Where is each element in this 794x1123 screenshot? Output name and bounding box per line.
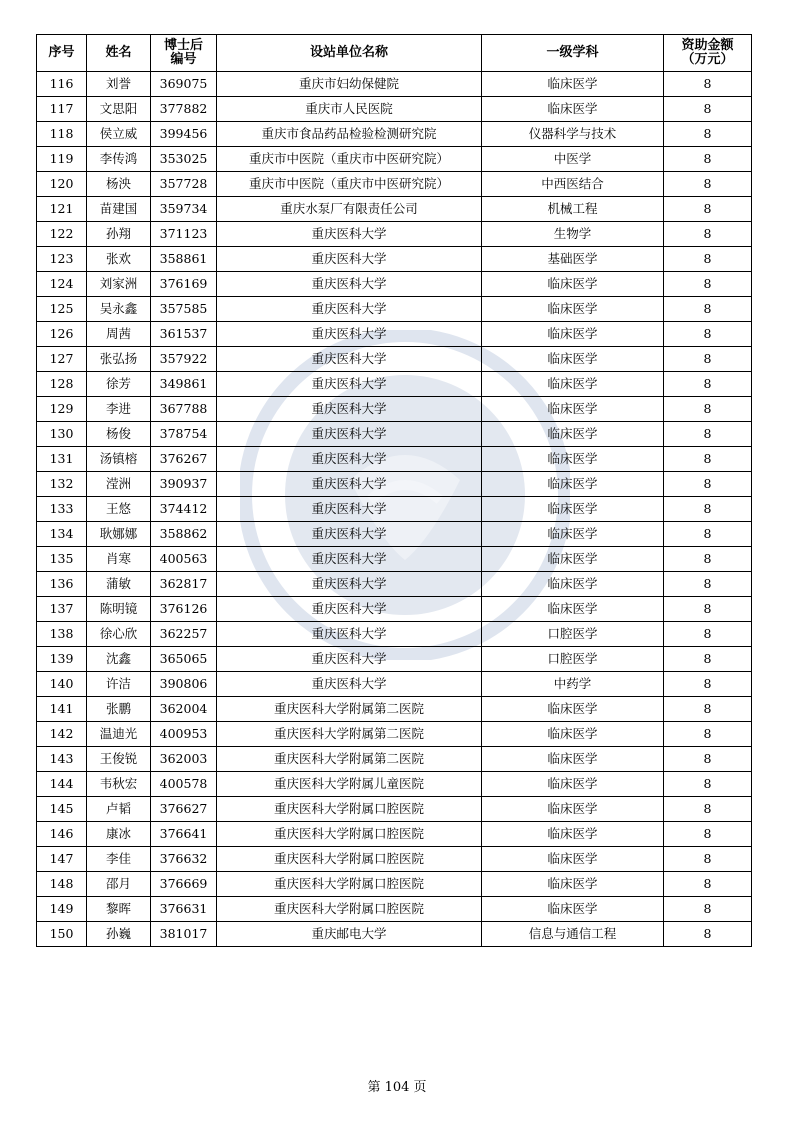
page-number: 第 104 页 [367,1080,427,1095]
row-name: 肖寒 [87,547,151,572]
row-discipline: 临床医学 [482,572,664,597]
row-postdoc-id: 376641 [151,822,217,847]
row-discipline: 临床医学 [482,72,664,97]
table-row [37,447,752,472]
row-institution: 重庆医科大学 [217,547,482,572]
row-amount: 8 [664,597,752,622]
row-name: 张弘扬 [87,347,151,372]
row-institution: 重庆医科大学附属口腔医院 [217,797,482,822]
row-index: 139 [37,647,87,672]
header-postdoc-id: 博士后编号 [151,35,217,72]
row-discipline: 临床医学 [482,97,664,122]
row-discipline: 临床医学 [482,422,664,447]
table-row [37,772,752,797]
table-row [37,122,752,147]
row-name: 吴永鑫 [87,297,151,322]
row-name: 卢韬 [87,797,151,822]
row-institution: 重庆医科大学 [217,347,482,372]
row-institution: 重庆市中医院（重庆市中医研究院） [217,172,482,197]
row-index: 133 [37,497,87,522]
row-discipline: 机械工程 [482,197,664,222]
row-amount: 8 [664,647,752,672]
table-row [37,147,752,172]
table-row [37,397,752,422]
row-name: 韦秋宏 [87,772,151,797]
row-name: 周茜 [87,322,151,347]
row-postdoc-id: 376631 [151,897,217,922]
row-discipline: 临床医学 [482,397,664,422]
row-name: 杨泱 [87,172,151,197]
row-postdoc-id: 390806 [151,672,217,697]
row-amount: 8 [664,847,752,872]
row-postdoc-id: 353025 [151,147,217,172]
row-institution: 重庆医科大学 [217,322,482,347]
row-amount: 8 [664,497,752,522]
table-row [37,647,752,672]
table-row [37,497,752,522]
row-discipline: 临床医学 [482,722,664,747]
row-postdoc-id: 349861 [151,372,217,397]
row-index: 149 [37,897,87,922]
row-discipline: 临床医学 [482,697,664,722]
row-name: 侯立威 [87,122,151,147]
row-postdoc-id: 378754 [151,422,217,447]
row-index: 138 [37,622,87,647]
row-discipline: 临床医学 [482,372,664,397]
row-institution: 重庆医科大学 [217,472,482,497]
row-index: 136 [37,572,87,597]
row-postdoc-id: 359734 [151,197,217,222]
row-name: 杨俊 [87,422,151,447]
row-postdoc-id: 362257 [151,622,217,647]
row-discipline: 临床医学 [482,872,664,897]
row-index: 145 [37,797,87,822]
row-postdoc-id: 376267 [151,447,217,472]
row-index: 140 [37,672,87,697]
row-discipline: 信息与通信工程 [482,922,664,947]
row-name: 苗建国 [87,197,151,222]
row-index: 131 [37,447,87,472]
row-amount: 8 [664,622,752,647]
row-institution: 重庆市妇幼保健院 [217,72,482,97]
row-postdoc-id: 357585 [151,297,217,322]
row-index: 146 [37,822,87,847]
table-row [37,372,752,397]
row-amount: 8 [664,397,752,422]
row-institution: 重庆医科大学 [217,447,482,472]
row-discipline: 临床医学 [482,272,664,297]
row-institution: 重庆水泵厂有限责任公司 [217,197,482,222]
row-index: 143 [37,747,87,772]
row-postdoc-id: 400953 [151,722,217,747]
table-row [37,522,752,547]
row-institution: 重庆市人民医院 [217,97,482,122]
row-amount: 8 [664,297,752,322]
row-institution: 重庆医科大学 [217,397,482,422]
row-index: 134 [37,522,87,547]
row-postdoc-id: 377882 [151,97,217,122]
row-amount: 8 [664,572,752,597]
row-postdoc-id: 362817 [151,572,217,597]
row-name: 张鹏 [87,697,151,722]
row-discipline: 临床医学 [482,522,664,547]
row-discipline: 临床医学 [482,772,664,797]
table-row [37,847,752,872]
row-postdoc-id: 361537 [151,322,217,347]
row-institution: 重庆医科大学 [217,372,482,397]
row-amount: 8 [664,872,752,897]
row-amount: 8 [664,372,752,397]
row-discipline: 临床医学 [482,297,664,322]
table-body [37,72,752,947]
table-row [37,172,752,197]
row-institution: 重庆医科大学附属第二医院 [217,722,482,747]
row-discipline: 临床医学 [482,322,664,347]
row-index: 137 [37,597,87,622]
row-postdoc-id: 365065 [151,647,217,672]
row-index: 141 [37,697,87,722]
row-amount: 8 [664,72,752,97]
row-postdoc-id: 374412 [151,497,217,522]
row-name: 王悠 [87,497,151,522]
row-institution: 重庆医科大学附属口腔医院 [217,872,482,897]
row-postdoc-id: 376169 [151,272,217,297]
table-row [37,722,752,747]
row-postdoc-id: 362003 [151,747,217,772]
row-institution: 重庆医科大学附属口腔医院 [217,847,482,872]
row-postdoc-id: 376126 [151,597,217,622]
row-name: 孙翔 [87,222,151,247]
row-postdoc-id: 371123 [151,222,217,247]
row-name: 李传鸿 [87,147,151,172]
row-amount: 8 [664,697,752,722]
row-institution: 重庆医科大学附属口腔医院 [217,822,482,847]
row-postdoc-id: 400578 [151,772,217,797]
row-institution: 重庆市中医院（重庆市中医研究院） [217,147,482,172]
row-postdoc-id: 376627 [151,797,217,822]
row-amount: 8 [664,347,752,372]
row-discipline: 临床医学 [482,597,664,622]
header-institution: 设站单位名称 [217,35,482,72]
table-row [37,672,752,697]
row-amount: 8 [664,547,752,572]
row-index: 117 [37,97,87,122]
row-name: 滢洲 [87,472,151,497]
row-postdoc-id: 358862 [151,522,217,547]
row-name: 温迪光 [87,722,151,747]
row-institution: 重庆医科大学 [217,597,482,622]
row-postdoc-id: 400563 [151,547,217,572]
table-row [37,347,752,372]
row-discipline: 生物学 [482,222,664,247]
table-row [37,247,752,272]
row-index: 123 [37,247,87,272]
row-index: 124 [37,272,87,297]
row-name: 陈明镜 [87,597,151,622]
row-name: 耿娜娜 [87,522,151,547]
row-name: 徐芳 [87,372,151,397]
row-postdoc-id: 390937 [151,472,217,497]
row-discipline: 临床医学 [482,747,664,772]
row-institution: 重庆医科大学 [217,272,482,297]
row-amount: 8 [664,322,752,347]
row-institution: 重庆医科大学 [217,422,482,447]
row-index: 128 [37,372,87,397]
row-institution: 重庆医科大学 [217,572,482,597]
row-name: 刘誉 [87,72,151,97]
table-header-row [37,35,752,72]
table-row [37,297,752,322]
row-discipline: 中医学 [482,147,664,172]
row-discipline: 中药学 [482,672,664,697]
row-postdoc-id: 358861 [151,247,217,272]
row-amount: 8 [664,472,752,497]
header-funding-amount: 资助金额（万元） [664,35,752,72]
row-amount: 8 [664,422,752,447]
row-amount: 8 [664,272,752,297]
table-row [37,572,752,597]
row-discipline: 口腔医学 [482,622,664,647]
row-name: 王俊锐 [87,747,151,772]
row-institution: 重庆医科大学 [217,222,482,247]
row-index: 144 [37,772,87,797]
row-amount: 8 [664,797,752,822]
row-institution: 重庆邮电大学 [217,922,482,947]
row-name: 徐心欣 [87,622,151,647]
row-discipline: 临床医学 [482,347,664,372]
row-postdoc-id: 399456 [151,122,217,147]
row-name: 康冰 [87,822,151,847]
table-row [37,422,752,447]
table-row [37,72,752,97]
row-discipline: 临床医学 [482,822,664,847]
row-name: 蒲敏 [87,572,151,597]
row-institution: 重庆医科大学 [217,672,482,697]
row-name: 许洁 [87,672,151,697]
row-discipline: 仪器科学与技术 [482,122,664,147]
row-name: 孙巍 [87,922,151,947]
row-discipline: 临床医学 [482,447,664,472]
row-index: 125 [37,297,87,322]
row-name: 黎晖 [87,897,151,922]
table-row [37,697,752,722]
row-discipline: 临床医学 [482,497,664,522]
row-index: 132 [37,472,87,497]
row-postdoc-id: 362004 [151,697,217,722]
row-discipline: 基础医学 [482,247,664,272]
row-name: 刘家洲 [87,272,151,297]
row-amount: 8 [664,147,752,172]
row-index: 116 [37,72,87,97]
table-row [37,547,752,572]
postdoc-funding-table [36,34,752,947]
row-amount: 8 [664,197,752,222]
row-amount: 8 [664,772,752,797]
table-row [37,472,752,497]
table-row [37,272,752,297]
row-institution: 重庆医科大学附属第二医院 [217,747,482,772]
row-index: 120 [37,172,87,197]
table-row [37,97,752,122]
row-institution: 重庆医科大学 [217,522,482,547]
row-amount: 8 [664,447,752,472]
row-postdoc-id: 357728 [151,172,217,197]
row-amount: 8 [664,222,752,247]
row-discipline: 临床医学 [482,897,664,922]
row-discipline: 口腔医学 [482,647,664,672]
row-institution: 重庆医科大学 [217,622,482,647]
row-discipline: 临床医学 [482,797,664,822]
row-index: 119 [37,147,87,172]
row-name: 沈鑫 [87,647,151,672]
row-postdoc-id: 369075 [151,72,217,97]
row-index: 135 [37,547,87,572]
row-index: 129 [37,397,87,422]
table-row [37,747,752,772]
row-amount: 8 [664,522,752,547]
row-institution: 重庆市食品药品检验检测研究院 [217,122,482,147]
row-index: 126 [37,322,87,347]
row-amount: 8 [664,822,752,847]
row-institution: 重庆医科大学 [217,297,482,322]
header-name: 姓名 [87,35,151,72]
table-row [37,897,752,922]
row-name: 李进 [87,397,151,422]
row-name: 文思阳 [87,97,151,122]
row-index: 148 [37,872,87,897]
row-amount: 8 [664,172,752,197]
row-index: 127 [37,347,87,372]
header-discipline: 一级学科 [482,35,664,72]
row-index: 130 [37,422,87,447]
row-discipline: 临床医学 [482,547,664,572]
header-index: 序号 [37,35,87,72]
row-amount: 8 [664,747,752,772]
row-institution: 重庆医科大学附属第二医院 [217,697,482,722]
row-postdoc-id: 376632 [151,847,217,872]
row-institution: 重庆医科大学附属儿童医院 [217,772,482,797]
row-index: 121 [37,197,87,222]
table-row [37,322,752,347]
row-amount: 8 [664,922,752,947]
table-row [37,822,752,847]
row-name: 李佳 [87,847,151,872]
table-row [37,872,752,897]
table-row [37,597,752,622]
row-institution: 重庆医科大学 [217,497,482,522]
row-institution: 重庆医科大学附属口腔医院 [217,897,482,922]
row-amount: 8 [664,722,752,747]
table-row [37,622,752,647]
row-postdoc-id: 367788 [151,397,217,422]
row-name: 汤镇榕 [87,447,151,472]
row-amount: 8 [664,897,752,922]
table-row [37,222,752,247]
row-discipline: 临床医学 [482,847,664,872]
row-name: 邵月 [87,872,151,897]
row-amount: 8 [664,672,752,697]
row-discipline: 中西医结合 [482,172,664,197]
row-amount: 8 [664,122,752,147]
table-row [37,797,752,822]
row-index: 118 [37,122,87,147]
row-postdoc-id: 376669 [151,872,217,897]
row-institution: 重庆医科大学 [217,647,482,672]
row-discipline: 临床医学 [482,472,664,497]
row-postdoc-id: 381017 [151,922,217,947]
row-index: 122 [37,222,87,247]
table-row [37,922,752,947]
row-index: 147 [37,847,87,872]
row-amount: 8 [664,97,752,122]
row-index: 150 [37,922,87,947]
row-index: 142 [37,722,87,747]
row-amount: 8 [664,247,752,272]
table-row [37,197,752,222]
row-postdoc-id: 357922 [151,347,217,372]
row-name: 张欢 [87,247,151,272]
row-institution: 重庆医科大学 [217,247,482,272]
